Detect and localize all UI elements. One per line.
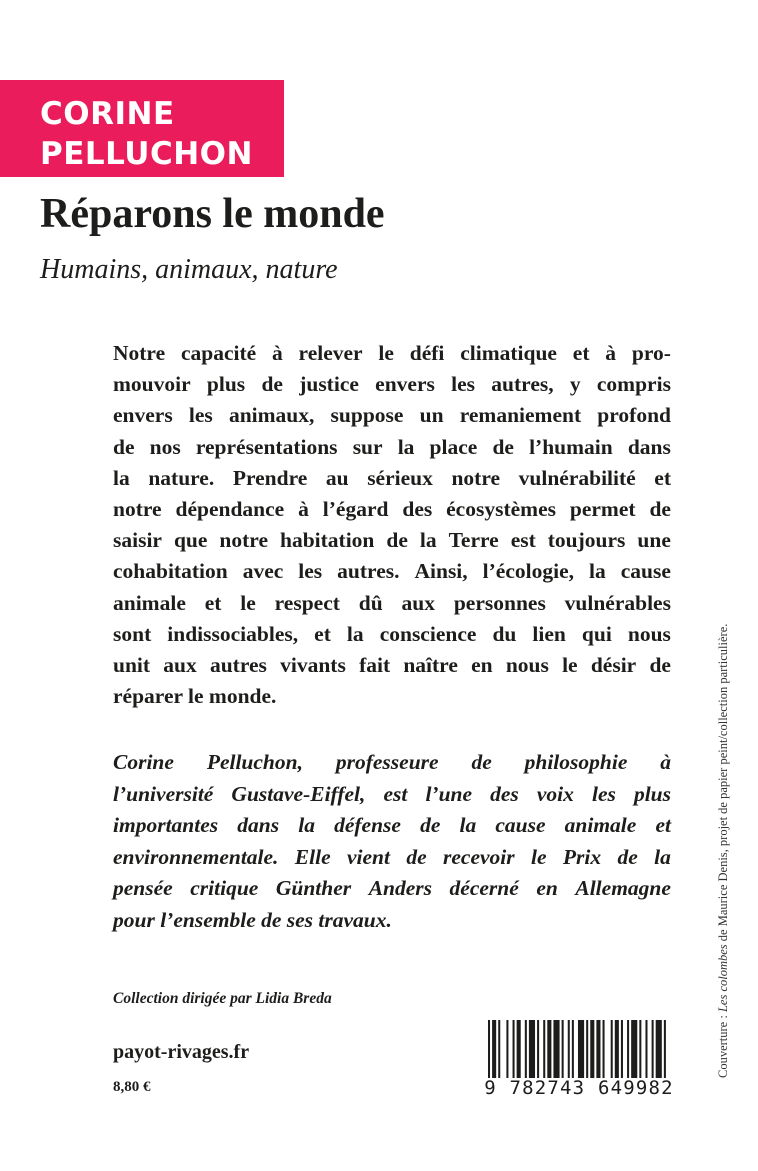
bio-line: importantes dans la défense de la cause animale et — [113, 813, 671, 838]
barcode-bar — [664, 1020, 666, 1078]
blurb-line: saisir que notre habitation de la Terre est toujours une — [113, 528, 671, 553]
cover-credit-prefix: Couverture : — [716, 1012, 730, 1078]
barcode-bar — [562, 1020, 564, 1078]
barcode-bar — [498, 1020, 500, 1078]
barcode-bar — [517, 1020, 521, 1078]
barcode-bar — [645, 1020, 647, 1078]
blurb-line: la nature. Prendre au sérieux notre vulnérabilité et — [113, 465, 671, 490]
barcode-bar — [603, 1020, 605, 1078]
bio-line: l’université Gustave-Eiffel, est l’une des voix les plus — [113, 781, 671, 806]
barcode-bar — [590, 1020, 594, 1078]
blurb-line: cohabitation avec les autres. Ainsi, l’écologie, la cause — [113, 559, 671, 584]
barcode-bar — [506, 1020, 508, 1078]
barcode-bar — [578, 1020, 584, 1078]
barcode-bar — [553, 1020, 559, 1078]
bio-line: pensée critique Günther Anders décerné en Allemagne — [113, 876, 671, 901]
barcode-bar — [621, 1020, 623, 1078]
barcode-bar — [488, 1020, 490, 1078]
blurb-line: de nos représentations sur la place de l’humain dans — [113, 434, 671, 459]
barcode-bar — [652, 1020, 654, 1078]
collection-note: Collection dirigée par Lidia Breda — [113, 990, 332, 1007]
barcode-bar — [492, 1020, 496, 1078]
barcode-bar — [631, 1020, 637, 1078]
bio-line: environnementale. Elle vient de recevoir le Prix de la — [113, 844, 671, 869]
cover-credit-rest: de Maurice Denis, projet de papier peint/collection particulière. — [716, 623, 730, 945]
book-subtitle: Humains, animaux, nature — [40, 254, 338, 285]
author-first-name: CORINE — [40, 96, 175, 132]
barcode-bar — [627, 1020, 629, 1078]
barcode-bar — [611, 1020, 613, 1078]
blurb-text — [113, 338, 671, 712]
barcode-bar — [513, 1020, 515, 1078]
blurb-line: Notre capacité à relever le défi climatique et à pro- — [113, 341, 671, 365]
price-label: 8,80 € — [113, 1079, 151, 1095]
barcode-bar — [547, 1020, 551, 1078]
barcode-bar — [572, 1020, 574, 1078]
bio-line: Corine Pelluchon, professeure de philosophie à — [113, 750, 671, 774]
barcode-bars — [488, 1020, 670, 1078]
blurb-line: unit aux autres vivants fait naître en nous le désir de — [113, 653, 671, 678]
barcode-bar — [525, 1020, 527, 1078]
author-bio — [113, 747, 671, 937]
barcode-bar — [615, 1020, 619, 1078]
blurb-line: mouvoir plus de justice envers les autres, y compris — [113, 372, 671, 397]
isbn-number: 9 782743 649982 — [484, 1077, 674, 1099]
publisher-website[interactable]: payot-rivages.fr — [113, 1041, 250, 1063]
cover-credit — [712, 598, 734, 1078]
author-banner — [0, 80, 284, 177]
barcode-bar — [537, 1020, 539, 1078]
bio-line: pour l’ensemble de ses travaux. — [113, 907, 392, 932]
barcode-bar — [586, 1020, 588, 1078]
blurb-line: sont indissociables, et la conscience du lien qui nous — [113, 621, 671, 646]
barcode-bar — [568, 1020, 570, 1078]
blurb-line: réparer le monde. — [113, 684, 277, 709]
book-title: Réparons le monde — [40, 191, 385, 237]
barcode-bar — [529, 1020, 535, 1078]
blurb-line: animale et le respect dû aux personnes vulnérables — [113, 590, 671, 615]
barcode-bar — [656, 1020, 662, 1078]
barcode-bar — [596, 1020, 600, 1078]
author-last-name: PELLUCHON — [40, 136, 253, 172]
barcode-bar — [639, 1020, 641, 1078]
isbn-barcode — [484, 1018, 674, 1102]
blurb-line: notre dépendance à l’égard des écosystèmes permet de — [113, 497, 671, 522]
blurb-line: envers les animaux, suppose un remaniement profond — [113, 403, 671, 428]
barcode-bar — [543, 1020, 545, 1078]
cover-credit-work: Les colombes — [716, 944, 730, 1013]
